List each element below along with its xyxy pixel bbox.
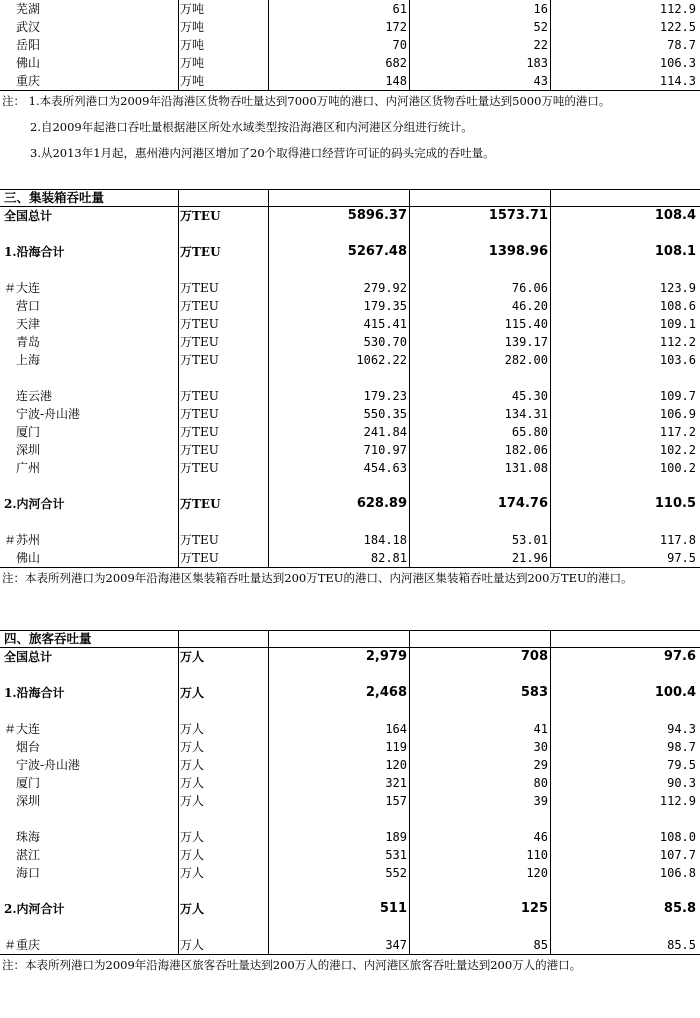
table-row [0,387,700,405]
value-cell-3: 85.8 [663,901,696,916]
value-cell-1: 2,468 [365,685,407,700]
value-cell-3: 122.5 [659,20,696,34]
port-name-cell: 烟台 [16,740,41,754]
section-top-rule [0,630,700,631]
value-cell-2: 39 [533,794,548,808]
value-cell-3: 112.2 [659,335,696,349]
value-cell-2: 708 [520,649,548,664]
unit-cell: 万吨 [180,20,205,34]
footnote: 注： 1.本表所列港口为2009年沿海港区货物吞吐量达到7000万吨的港口、内河港区货物吞吐量达到5000万吨的港口。 [2,94,611,108]
table-row [0,495,700,513]
table-row [0,315,700,333]
port-name-cell: 芜湖 [16,2,41,16]
table-row [0,792,700,810]
value-cell-2: 131.08 [504,461,548,475]
value-cell-3: 117.8 [659,533,696,547]
table-row [0,738,700,756]
table-row [0,900,700,918]
value-cell-3: 106.9 [659,407,696,421]
value-cell-3: 109.1 [659,317,696,331]
value-cell-2 [412,666,548,684]
table-row [0,351,700,369]
value-cell-1: 321 [385,776,407,790]
port-name-cell [4,702,154,720]
port-name-cell [4,477,154,495]
section-bottom-rule [0,567,700,568]
value-cell-2 [412,918,548,936]
value-cell-1 [270,666,407,684]
value-cell-3: 102.2 [659,443,696,457]
unit-cell: 万TEU [180,317,219,331]
port-name-cell: 连云港 [16,389,53,403]
value-cell-3: 123.9 [659,281,696,295]
unit-cell [180,918,260,936]
footnote: 3.从2013年1月起，惠州港内河港区增加了20个取得港口经营许可证的码头完成的吞吐量。 [30,146,495,160]
unit-cell: 万人 [180,686,205,700]
table-row [0,54,700,72]
table-row [0,297,700,315]
unit-cell: 万吨 [180,74,205,88]
value-cell-3: 78.7 [667,38,696,52]
value-cell-1: 189 [385,830,407,844]
column-rule [409,189,410,567]
column-rule [409,630,410,954]
value-cell-1 [270,369,407,387]
value-cell-2: 30 [533,740,548,754]
unit-cell [180,702,260,720]
value-cell-3: 110.5 [654,496,696,511]
unit-cell: 万人 [180,902,205,916]
value-cell-3: 94.3 [667,722,696,736]
value-cell-3: 106.3 [659,56,696,70]
value-cell-2: 139.17 [504,335,548,349]
blank-row [0,225,700,243]
table-row [0,684,700,702]
table-row [0,459,700,477]
value-cell-2 [412,702,548,720]
value-cell-2 [412,882,548,900]
port-name-cell: 湛江 [16,848,41,862]
port-name-cell: 厦门 [16,776,41,790]
value-cell-1: 628.89 [356,496,407,511]
table-row [0,405,700,423]
value-cell-1: 5267.48 [347,244,407,259]
table-row [0,441,700,459]
unit-cell: 万TEU [180,389,219,403]
port-name-cell: 2.内河合计 [4,902,65,916]
value-cell-2: 53.01 [511,533,548,547]
port-name-cell: 广州 [16,461,41,475]
unit-cell: 万TEU [180,533,219,547]
port-name-cell: 深圳 [16,443,41,457]
port-name-cell [4,918,154,936]
blank-row [0,702,700,720]
value-cell-1: 157 [385,794,407,808]
value-cell-3: 85.5 [667,938,696,952]
value-cell-1: 148 [385,74,407,88]
port-name-cell: 宁波-舟山港 [16,407,81,421]
unit-cell [180,810,260,828]
port-name-cell [4,882,154,900]
section-bottom-rule [0,90,700,91]
value-cell-2: 46 [533,830,548,844]
unit-cell: 万人 [180,650,205,664]
value-cell-1 [270,882,407,900]
value-cell-2: 65.80 [511,425,548,439]
value-cell-3 [553,882,696,900]
table-row [0,720,700,738]
value-cell-1 [270,810,407,828]
value-cell-1: 347 [385,938,407,952]
table-row [0,828,700,846]
column-rule [178,630,179,954]
unit-cell: 万TEU [180,281,219,295]
table-row [0,549,700,567]
blank-row [0,513,700,531]
value-cell-2: 282.00 [504,353,548,367]
unit-cell: 万人 [180,848,205,862]
value-cell-2: 22 [533,38,548,52]
footnote: 注：本表所列港口为2009年沿海港区旅客吞吐量达到200万人的港口、内河港区旅客吞吐量达到200万人的港口。 [2,958,582,972]
value-cell-3: 100.2 [659,461,696,475]
unit-cell [180,477,260,495]
value-cell-2: 183 [526,56,548,70]
value-cell-1: 119 [385,740,407,754]
table-row [0,648,700,666]
value-cell-2: 125 [520,901,548,916]
table-row [0,774,700,792]
table-row [0,531,700,549]
value-cell-2: 174.76 [497,496,548,511]
table-row [0,423,700,441]
column-rule [268,189,269,567]
port-name-cell: 2.内河合计 [4,497,65,511]
port-name-cell [4,513,154,531]
section-bottom-rule [0,954,700,955]
column-rule [268,0,269,90]
port-name-cell: 1.沿海合计 [4,245,65,259]
value-cell-3: 117.2 [659,425,696,439]
value-cell-3: 103.6 [659,353,696,367]
port-name-cell: 海口 [16,866,41,880]
column-rule [178,0,179,90]
unit-cell: 万人 [180,938,205,952]
unit-cell: 万TEU [180,443,219,457]
value-cell-3 [553,918,696,936]
value-cell-2: 46.20 [511,299,548,313]
value-cell-2 [412,477,548,495]
table-row [0,936,700,954]
port-name-cell [4,225,154,243]
unit-cell: 万吨 [180,56,205,70]
value-cell-1: 164 [385,722,407,736]
value-cell-1: 2,979 [365,649,407,664]
value-cell-3: 108.0 [659,830,696,844]
value-cell-2: 21.96 [511,551,548,565]
unit-cell: 万TEU [180,425,219,439]
port-name-cell: 上海 [16,353,41,367]
unit-cell [180,882,260,900]
value-cell-1: 415.41 [363,317,407,331]
value-cell-3: 112.9 [659,2,696,16]
unit-cell: 万吨 [180,38,205,52]
column-rule [268,630,269,954]
table-row [0,243,700,261]
value-cell-1: 82.81 [370,551,407,565]
value-cell-3: 106.8 [659,866,696,880]
port-name-cell: 全国总计 [4,650,53,664]
value-cell-1: 61 [392,2,407,16]
header-rule [0,206,700,207]
value-cell-3 [553,513,696,531]
value-cell-3 [553,225,696,243]
value-cell-2: 1573.71 [488,208,548,223]
value-cell-2: 52 [533,20,548,34]
table-row [0,864,700,882]
value-cell-1 [270,702,407,720]
column-rule [550,0,551,90]
value-cell-3: 112.9 [659,794,696,808]
value-cell-2: 115.40 [504,317,548,331]
unit-cell: 万人 [180,776,205,790]
value-cell-3: 107.7 [659,848,696,862]
value-cell-3: 108.1 [654,244,696,259]
unit-cell: 万人 [180,794,205,808]
port-name-cell: ＃大连 [4,281,41,295]
value-cell-1: 511 [379,901,407,916]
value-cell-3: 108.4 [654,208,696,223]
value-cell-2: 29 [533,758,548,772]
value-cell-1 [270,261,407,279]
value-cell-2: 76.06 [511,281,548,295]
value-cell-3: 97.5 [667,551,696,565]
value-cell-3: 97.6 [663,649,696,664]
table-row [0,756,700,774]
value-cell-2 [412,225,548,243]
unit-cell: 万TEU [180,461,219,475]
value-cell-2: 182.06 [504,443,548,457]
unit-cell [180,666,260,684]
value-cell-3 [553,702,696,720]
value-cell-1: 179.35 [363,299,407,313]
unit-cell: 万人 [180,740,205,754]
blank-row [0,882,700,900]
unit-cell: 万TEU [180,353,219,367]
value-cell-1: 710.97 [363,443,407,457]
table-row [0,846,700,864]
port-name-cell: 武汉 [16,20,41,34]
value-cell-3 [553,261,696,279]
value-cell-1 [270,918,407,936]
port-name-cell: 天津 [16,317,41,331]
port-name-cell [4,369,154,387]
column-rule [550,189,551,567]
value-cell-1: 550.35 [363,407,407,421]
port-name-cell: 厦门 [16,425,41,439]
port-name-cell: 深圳 [16,794,41,808]
value-cell-3: 100.4 [654,685,696,700]
value-cell-3 [553,810,696,828]
table-row [0,36,700,54]
value-cell-2: 583 [520,685,548,700]
table-row [0,18,700,36]
blank-row [0,477,700,495]
value-cell-3: 108.6 [659,299,696,313]
column-rule [409,0,410,90]
value-cell-2 [412,261,548,279]
value-cell-1: 552 [385,866,407,880]
value-cell-3: 90.3 [667,776,696,790]
unit-cell: 万人 [180,866,205,880]
value-cell-2: 1398.96 [488,244,548,259]
table-row [0,333,700,351]
value-cell-3 [553,477,696,495]
port-name-cell [4,666,154,684]
value-cell-1: 530.70 [363,335,407,349]
value-cell-1: 682 [385,56,407,70]
blank-row [0,369,700,387]
value-cell-1: 5896.37 [347,208,407,223]
value-cell-1: 531 [385,848,407,862]
value-cell-1: 179.23 [363,389,407,403]
value-cell-2: 41 [533,722,548,736]
value-cell-1: 120 [385,758,407,772]
value-cell-2: 16 [533,2,548,16]
value-cell-3 [553,369,696,387]
unit-cell: 万TEU [180,209,221,223]
value-cell-3: 114.3 [659,74,696,88]
blank-row [0,918,700,936]
value-cell-1: 184.18 [363,533,407,547]
footnote: 注：本表所列港口为2009年沿海港区集装箱吞吐量达到200万TEU的港口、内河港区集装箱吞吐量达到200万TEU的港口。 [2,571,633,585]
blank-row [0,261,700,279]
unit-cell [180,261,260,279]
section-title: 三、集装箱吞吐量 [4,190,105,205]
value-cell-2: 134.31 [504,407,548,421]
value-cell-1: 279.92 [363,281,407,295]
header-rule [0,647,700,648]
unit-cell: 万吨 [180,2,205,16]
port-name-cell: 1.沿海合计 [4,686,65,700]
value-cell-3: 109.7 [659,389,696,403]
value-cell-2: 45.30 [511,389,548,403]
unit-cell [180,369,260,387]
blank-row [0,666,700,684]
value-cell-3: 98.7 [667,740,696,754]
value-cell-1: 1062.22 [356,353,407,367]
port-name-cell: 佛山 [16,551,41,565]
value-cell-1: 70 [392,38,407,52]
port-name-cell: 珠海 [16,830,41,844]
value-cell-1: 172 [385,20,407,34]
unit-cell [180,513,260,531]
value-cell-1 [270,477,407,495]
section-top-rule [0,189,700,190]
value-cell-1 [270,513,407,531]
value-cell-3: 79.5 [667,758,696,772]
value-cell-2: 110 [526,848,548,862]
value-cell-2: 120 [526,866,548,880]
port-name-cell: ＃重庆 [4,938,41,952]
table-row [0,72,700,90]
value-cell-2: 85 [533,938,548,952]
port-name-cell: 重庆 [16,74,41,88]
value-cell-2: 80 [533,776,548,790]
section-title: 四、旅客吞吐量 [4,631,92,646]
unit-cell [180,225,260,243]
unit-cell: 万TEU [180,335,219,349]
value-cell-1: 454.63 [363,461,407,475]
column-rule [550,630,551,954]
unit-cell: 万人 [180,722,205,736]
footnote: 2.自2009年起港口吞吐量根据港区所处水域类型按沿海港区和内河港区分组进行统计。 [30,120,473,134]
table-row [0,279,700,297]
port-name-cell: ＃大连 [4,722,41,736]
value-cell-2 [412,369,548,387]
value-cell-2 [412,810,548,828]
port-name-cell: 宁波-舟山港 [16,758,81,772]
column-rule [178,189,179,567]
unit-cell: 万TEU [180,407,219,421]
port-name-cell [4,810,154,828]
port-name-cell [4,261,154,279]
value-cell-1: 241.84 [363,425,407,439]
value-cell-2: 43 [533,74,548,88]
port-name-cell: ＃苏州 [4,533,41,547]
value-cell-2 [412,513,548,531]
port-name-cell: 营口 [16,299,41,313]
port-name-cell: 青岛 [16,335,41,349]
port-name-cell: 全国总计 [4,209,53,223]
unit-cell: 万TEU [180,497,221,511]
value-cell-1 [270,225,407,243]
port-name-cell: 岳阳 [16,38,41,52]
value-cell-3 [553,666,696,684]
table-row [0,0,700,18]
unit-cell: 万人 [180,830,205,844]
port-name-cell: 佛山 [16,56,41,70]
unit-cell: 万人 [180,758,205,772]
blank-row [0,810,700,828]
unit-cell: 万TEU [180,245,221,259]
unit-cell: 万TEU [180,551,219,565]
table-row [0,207,700,225]
unit-cell: 万TEU [180,299,219,313]
